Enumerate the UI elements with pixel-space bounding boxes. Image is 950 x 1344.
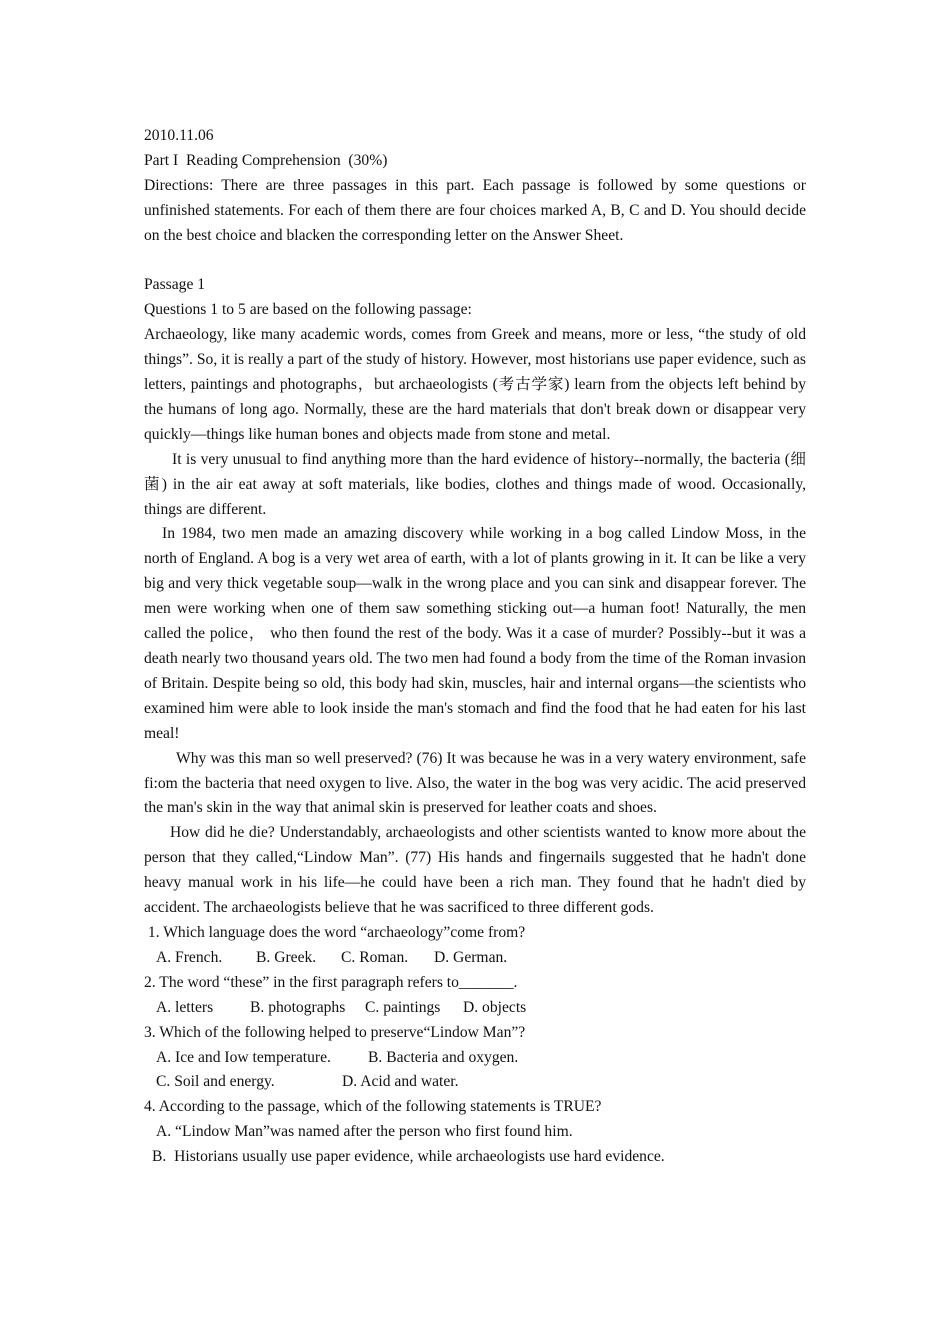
question-1-options xyxy=(144,946,806,971)
question-3-stem: 3. Which of the following helped to preserve“Lindow Man”? xyxy=(144,1023,526,1041)
question-1-option-c: C. Roman. xyxy=(341,948,409,966)
question-1-option-b: B. Greek. xyxy=(256,948,317,966)
question-2-options xyxy=(144,996,806,1021)
question-2-stem: 2. The word “these” in the first paragraph refers to_______. xyxy=(144,973,518,991)
question-4-option-b: B. Historians usually use paper evidence, while archaeologists use hard evidence. xyxy=(152,1148,665,1166)
passage-title: Passage 1 xyxy=(144,276,206,294)
passage-paragraph-4: Why was this man so well preserved? (76) It was because he was in a very watery environment, safe fi:om the bacteria that need oxygen to live. Also, the water in the bog was very acidic. The acid preserved the man's skin in the way that animal skin is preserved for leather coats and shoes. xyxy=(144,749,806,817)
spacer xyxy=(144,249,806,274)
question-4-stem: 4. According to the passage, which of the following statements is TRUE? xyxy=(144,1098,602,1116)
question-2-option-b: B. photographs xyxy=(250,998,346,1016)
directions: Directions: There are three passages in this part. Each passage is followed by some questions or unfinished statements. For each of them there are four choices marked A, B, C and D. You should decide on the best choice and blacken the corresponding letter on the Answer Sheet. xyxy=(144,176,806,244)
question-2-option-d: D. objects xyxy=(463,998,527,1016)
question-3-option-d: D. Acid and water. xyxy=(342,1073,459,1091)
passage-paragraph-3: In 1984, two men made an amazing discovery while working in a bog called Lindow Moss, in the north of England. A bog is a very wet area of earth, with a lot of plants growing in it. It can be like a very big and very thick vegetable soup—walk in the wrong place and you can sink and disappear forever. The men were working when one of them saw something sticking out—a human foot! Naturally, the men called the police， who then found the rest of the body. Was it a case of murder? Possibly--but it was a death nearly two thousand years old. The two men had found a body from the time of the Roman invasion of Britain. Despite being so old, this body had skin, muscles, hair and internal organs—the scientists who examined him were able to look inside the man's stomach and find the food that he had eaten for his last meal! xyxy=(144,525,806,742)
question-2-option-a: A. letters xyxy=(156,998,214,1016)
passage-paragraph-1: Archaeology, like many academic words, comes from Greek and means, more or less, “the study of old things”. So, it is really a part of the study of history. However, most historians use paper evidence, such as letters, paintings and photographs，but archaeologists (考古学家) learn from the objects left behind by the humans of long ago. Normally, these are the hard materials that don't break down or disappear very quickly—things like human bones and objects made from stone and metal. xyxy=(144,326,806,443)
part-title: Part I Reading Comprehension (30%) xyxy=(144,151,388,169)
question-3-option-b: B. Bacteria and oxygen. xyxy=(368,1048,519,1066)
question-1-option-a: A. French. xyxy=(156,948,223,966)
question-1-option-d: D. German. xyxy=(434,948,508,966)
question-3-option-c: C. Soil and energy. xyxy=(156,1073,275,1091)
exam-date: 2010.11.06 xyxy=(144,127,214,144)
exam-page xyxy=(144,124,806,1170)
passage-intro: Questions 1 to 5 are based on the following passage: xyxy=(144,301,472,319)
question-3-option-a: A. Ice and Iow temperature. xyxy=(156,1048,331,1066)
question-1-stem: 1. Which language does the word “archaeology”come from? xyxy=(144,923,526,941)
passage-paragraph-5: How did he die? Understandably, archaeologists and other scientists wanted to know more about the person that they called,“Lindow Man”. (77) His hands and fingernails suggested that he hadn't done heavy manual work in his life—he could have been a rich man. They found that he hadn't died by accident. The archaeologists believe that he was sacrificed to three different gods. xyxy=(144,824,806,917)
passage-paragraph-2: It is very unusual to find anything more than the hard evidence of history--normally, the bacteria (细菌) in the air eat away at soft materials, like bodies, clothes and things made of wood. Occasionally, things are different. xyxy=(144,450,806,518)
question-4-option-a: A. “Lindow Man”was named after the person who first found him. xyxy=(156,1123,573,1141)
question-3-options-row-2 xyxy=(144,1070,806,1095)
question-3-options-row-1 xyxy=(144,1046,806,1071)
question-2-option-c: C. paintings xyxy=(365,998,441,1016)
